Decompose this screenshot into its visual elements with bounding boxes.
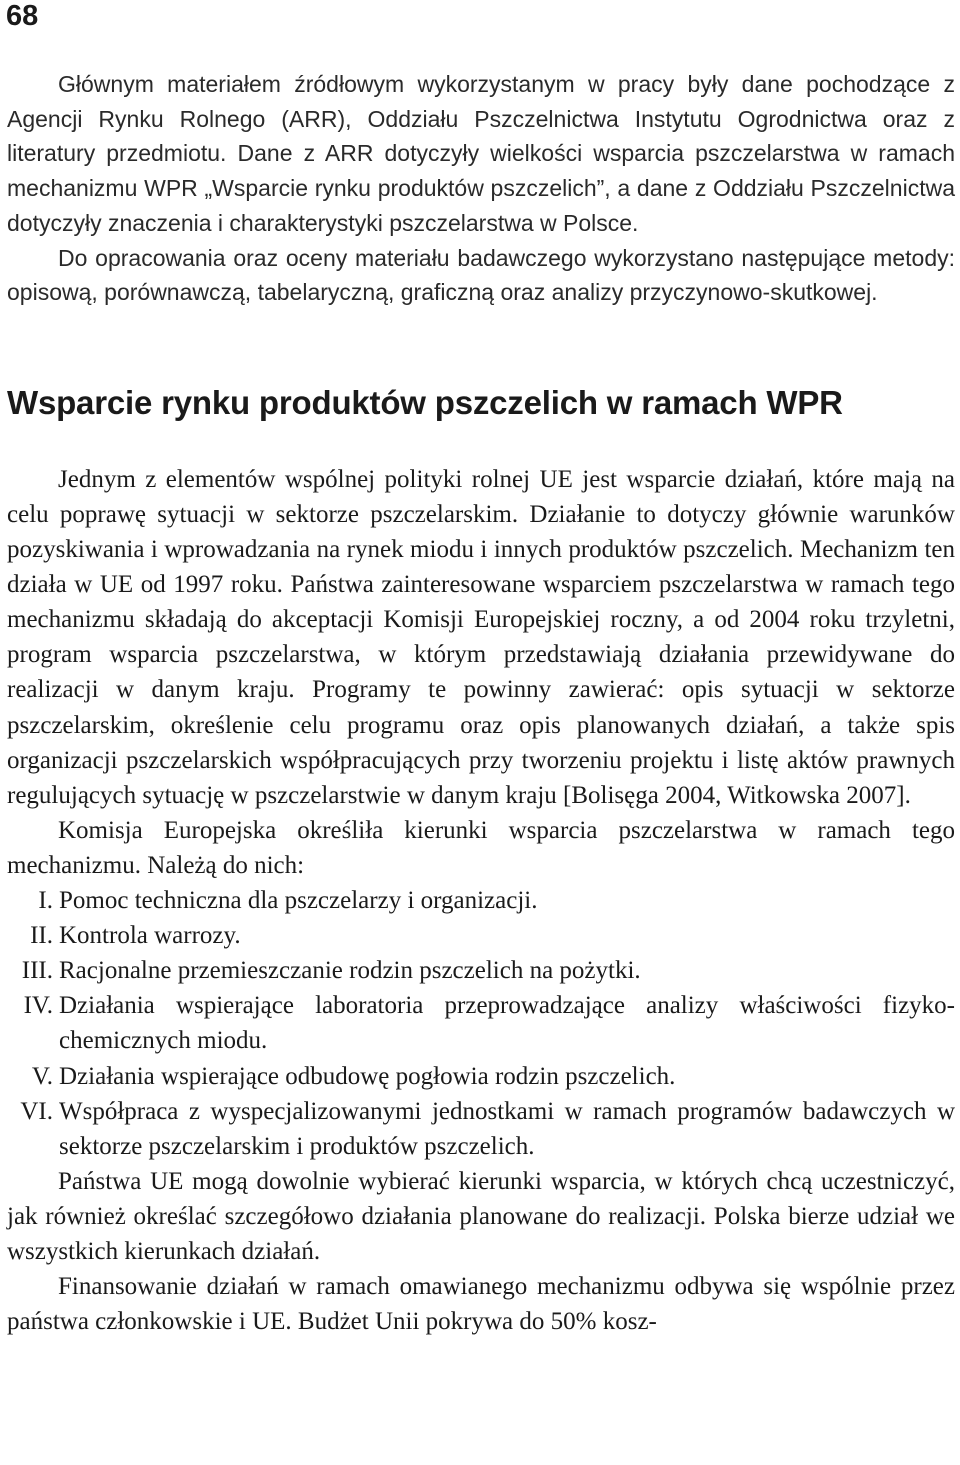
section-paragraph-member-states: Państwa UE mogą dowolnie wybierać kierunki wsparcia, w których chcą uczestniczyć, jak również określać szczegółowo działania planowane do realizacji. Polska bierze udział we wszystkich kierunkach działań. xyxy=(7,1167,955,1265)
page-number: 68 xyxy=(6,0,39,32)
list-item-text: Kontrola warrozy. xyxy=(59,922,241,950)
support-directions-list xyxy=(7,883,955,1164)
list-item xyxy=(7,988,955,1058)
list-item xyxy=(7,883,955,918)
list-item-text: Działania wspierające odbudowę pogłowia rodzin pszczelich. xyxy=(59,1062,676,1090)
list-item-number: I. xyxy=(38,887,53,915)
list-item-text: Współpraca z wyspecjalizowanymi jednostkami w ramach programów badawczych w sektorze pszczelarskim i produktów pszczelich. xyxy=(59,1097,955,1160)
section-heading: Wsparcie rynku produktów pszczelich w ramach WPR xyxy=(7,383,843,421)
list-item-text: Pomoc techniczna dla pszczelarzy i organizacji. xyxy=(59,887,538,915)
section-paragraph-mechanism: Jednym z elementów wspólnej polityki rolnej UE jest wsparcie działań, które mają na celu poprawę sytuacji w sektorze pszczelarskim. Działanie to dotyczy głównie warunków pozyskiwania i wprowadzania na rynek miodu i innych produktów pszczelich. Mechanizm ten działa w UE od 1997 roku. Państwa zainteresowane wsparciem pszczelarstwa w ramach tego mechanizmu składają do akceptacji Komisji Europejskiej roczny, a od 2004 roku trzyletni, program wsparcia pszczelarstwa, w którym przedstawiają działania przewidywane do realizacji w danym kraju. Programy te powinny zawierać: opis sytuacji w sektorze pszczelarskim, określenie celu programu oraz opis planowanych działań, a także spis organizacji pszczelarskich współpracujących przy tworzeniu projektu i listę aktów prawnych regulujących sytuację w pszczelarstwie w danym kraju [Bolisęga 2004, Witkowska 2007]. xyxy=(7,465,955,809)
list-item-text: Działania wspierające laboratoria przeprowadzające analizy właściwości fizyko-chemicznych miodu. xyxy=(59,992,955,1055)
list-item-number: II. xyxy=(30,922,53,950)
list-item xyxy=(7,1094,955,1164)
intro-paragraph-methods: Do opracowania oraz oceny materiału badawczego wykorzystano następujące metody: opisową, porównawczą, tabelaryczną, graficzną oraz analizy przyczynowo-skutkowej. xyxy=(7,244,955,306)
list-item-number: V. xyxy=(31,1062,53,1090)
section-body xyxy=(7,462,955,1339)
list-item-number: III. xyxy=(21,957,53,985)
list-item xyxy=(7,918,955,953)
list-item xyxy=(7,1059,955,1094)
list-item-text: Racjonalne przemieszczanie rodzin pszczelich na pożytki. xyxy=(59,957,641,985)
section-paragraph-directions: Komisja Europejska określiła kierunki wsparcia pszczelarstwa w ramach tego mechanizmu. Należą do nich: xyxy=(7,816,955,879)
section-paragraph-financing: Finansowanie działań w ramach omawianego mechanizmu odbywa się wspólnie przez państwa członkowskie i UE. Budżet Unii pokrywa do 50% kosz- xyxy=(7,1273,955,1336)
intro-paragraph-sources: Głównym materiałem źródłowym wykorzystanym w pracy były dane pochodzące z Agencji Rynku Rolnego (ARR), Oddziału Pszczelnictwa Instytutu Ogrodnictwa oraz z literatury przedmiotu. Dane z ARR dotyczyły wielkości wsparcia pszczelarstwa w ramach mechanizmu WPR „Wsparcie rynku produktów pszczelich”, a dane z Oddziału Pszczelnictwa dotyczyły znaczenia i charakterystyki pszczelarstwa w Polsce. xyxy=(7,71,955,236)
page-content xyxy=(7,67,955,1339)
list-item-number: IV. xyxy=(23,992,53,1020)
list-item-number: VI. xyxy=(20,1097,53,1125)
list-item xyxy=(7,953,955,988)
